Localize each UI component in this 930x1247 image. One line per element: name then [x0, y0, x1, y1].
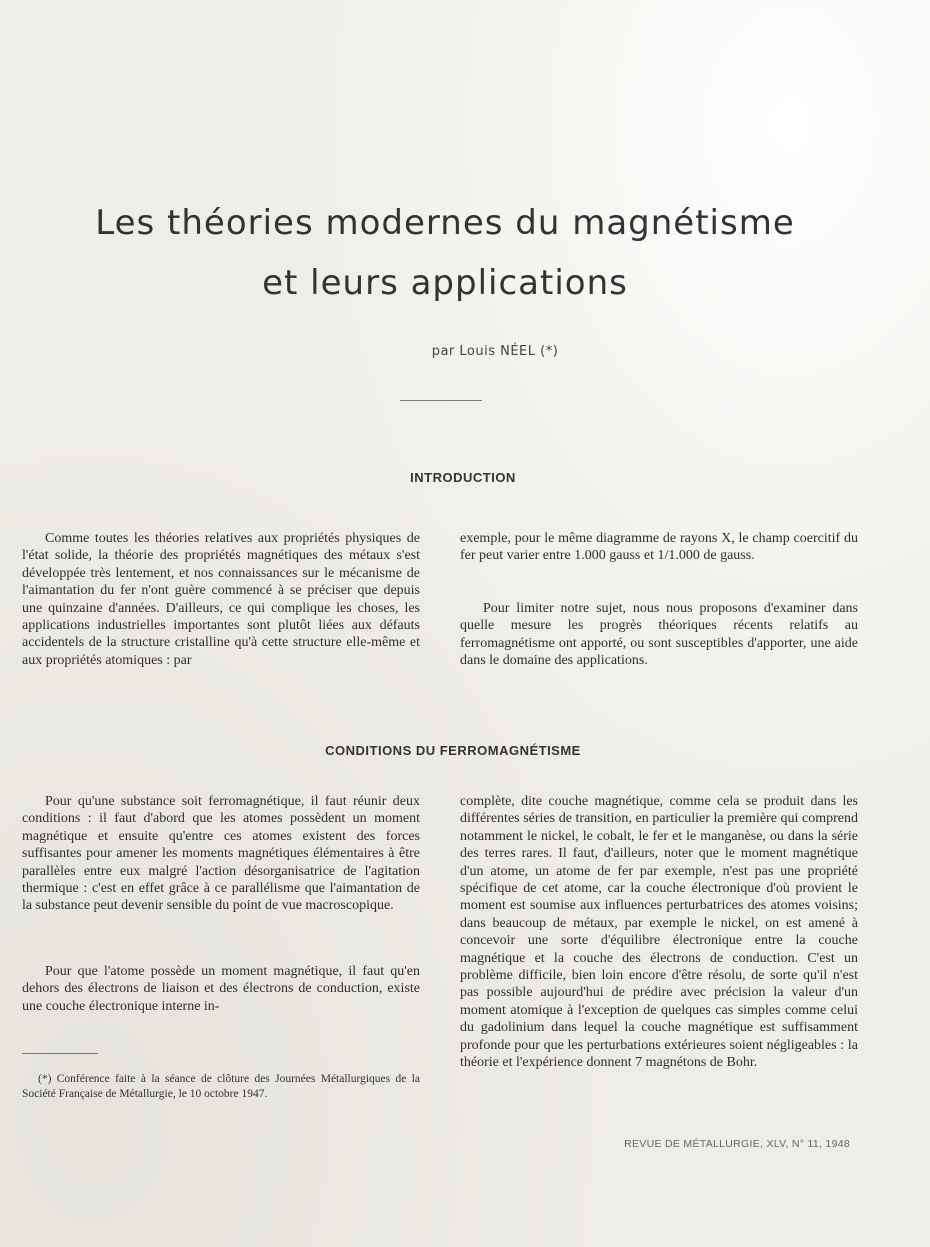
intro-paragraph-right-1: exemple, pour le même diagramme de rayons X, le champ coercitif du fer peut varier entre 1.000 gauss et 1/1.000 de gauss. [460, 531, 858, 564]
section-heading-introduction: INTRODUCTION [410, 470, 516, 485]
intro-paragraph-right-2: Pour limiter notre sujet, nous nous proposons d'examiner dans quelle mesure les progrès théoriques récents relatifs au ferromagnétisme ont apporté, ou sont susceptibles d'apporter, une aide dans le domaine des applications. [460, 601, 858, 669]
footnote-divider [22, 1053, 98, 1054]
conditions-paragraph-left-1: Pour qu'une substance soit ferromagnétique, il faut réunir deux conditions : il faut d'abord que les atomes possèdent un moment magnétique et ensuite qu'entre ces atomes existent des forces suffisantes pour amener les moments magnétiques élémentaires à être parallèles entre eux malgré l'action désorganisatrice de l'agitation thermique : c'est en effet grâce à ce parallélisme que l'aimantation de la substance peut devenir sensible du point de vue macroscopique. [22, 794, 420, 914]
article-title-line-1: Les théories modernes du magnétisme [95, 203, 795, 243]
intro-paragraph-left: Comme toutes les théories relatives aux propriétés physiques de l'état solide, la théorie des propriétés magnétiques des métaux s'est développée très lentement, et nos connaissances sur le mécanisme de l'aimantation du fer n'ont guère commencé à se préciser que depuis une quinzaine d'années. D'ailleurs, ce qui complique les choses, les applications industrielles importantes sont plutôt liées aux défauts accidentels de la structure cristalline qu'à cette structure elle-même et aux propriétés atomiques : par [22, 531, 420, 668]
section-heading-conditions: CONDITIONS DU FERROMAGNÉTISME [325, 743, 581, 758]
article-title-line-2: et leurs applications [262, 263, 628, 303]
footnote: (*) Conférence faite à la séance de clôture des Journées Métallurgiques de la Société Française de Métallurgie, le 10 octobre 1947. [22, 1073, 420, 1100]
journal-footer: REVUE DE MÉTALLURGIE, XLV, N° 11, 1948 [624, 1138, 850, 1150]
title-divider [400, 400, 482, 401]
author-byline: par Louis NÉEL (*) [431, 344, 559, 359]
conditions-paragraph-right: complète, dite couche magnétique, comme cela se produit dans les différentes séries de transition, en particulier la première qui comprend notamment le nickel, le cobalt, le fer et le manganèse, ou dans la série des terres rares. Il faut, d'ailleurs, noter que le moment magnétique d'un atome, un atome de fer par exemple, n'est pas une propriété spécifique de cet atome, car la couche électronique d'où provient le moment est soumise aux influences perturbatrices des atomes voisins; dans beaucoup de métaux, par exemple le nickel, on est amené à concevoir une sorte d'équilibre électronique entre la couche magnétique et la couche des électrons de conduction. C'est un problème difficile, bien loin encore d'être résolu, de sorte qu'il n'est pas possible aujourd'hui de prédire avec précision la valeur d'un moment atomique à l'exception de quelques cas simples comme celui du gadolinium dans lequel la couche magnétique est suffisamment profonde pour que les perturbations extérieures soient négligeables : la théorie et l'expérience donnent 7 magnétons de Bohr. [460, 794, 858, 1071]
conditions-paragraph-left-2: Pour que l'atome possède un moment magnétique, il faut qu'en dehors des électrons de liaison et des électrons de conduction, existe une couche électronique interne in- [22, 964, 420, 1014]
